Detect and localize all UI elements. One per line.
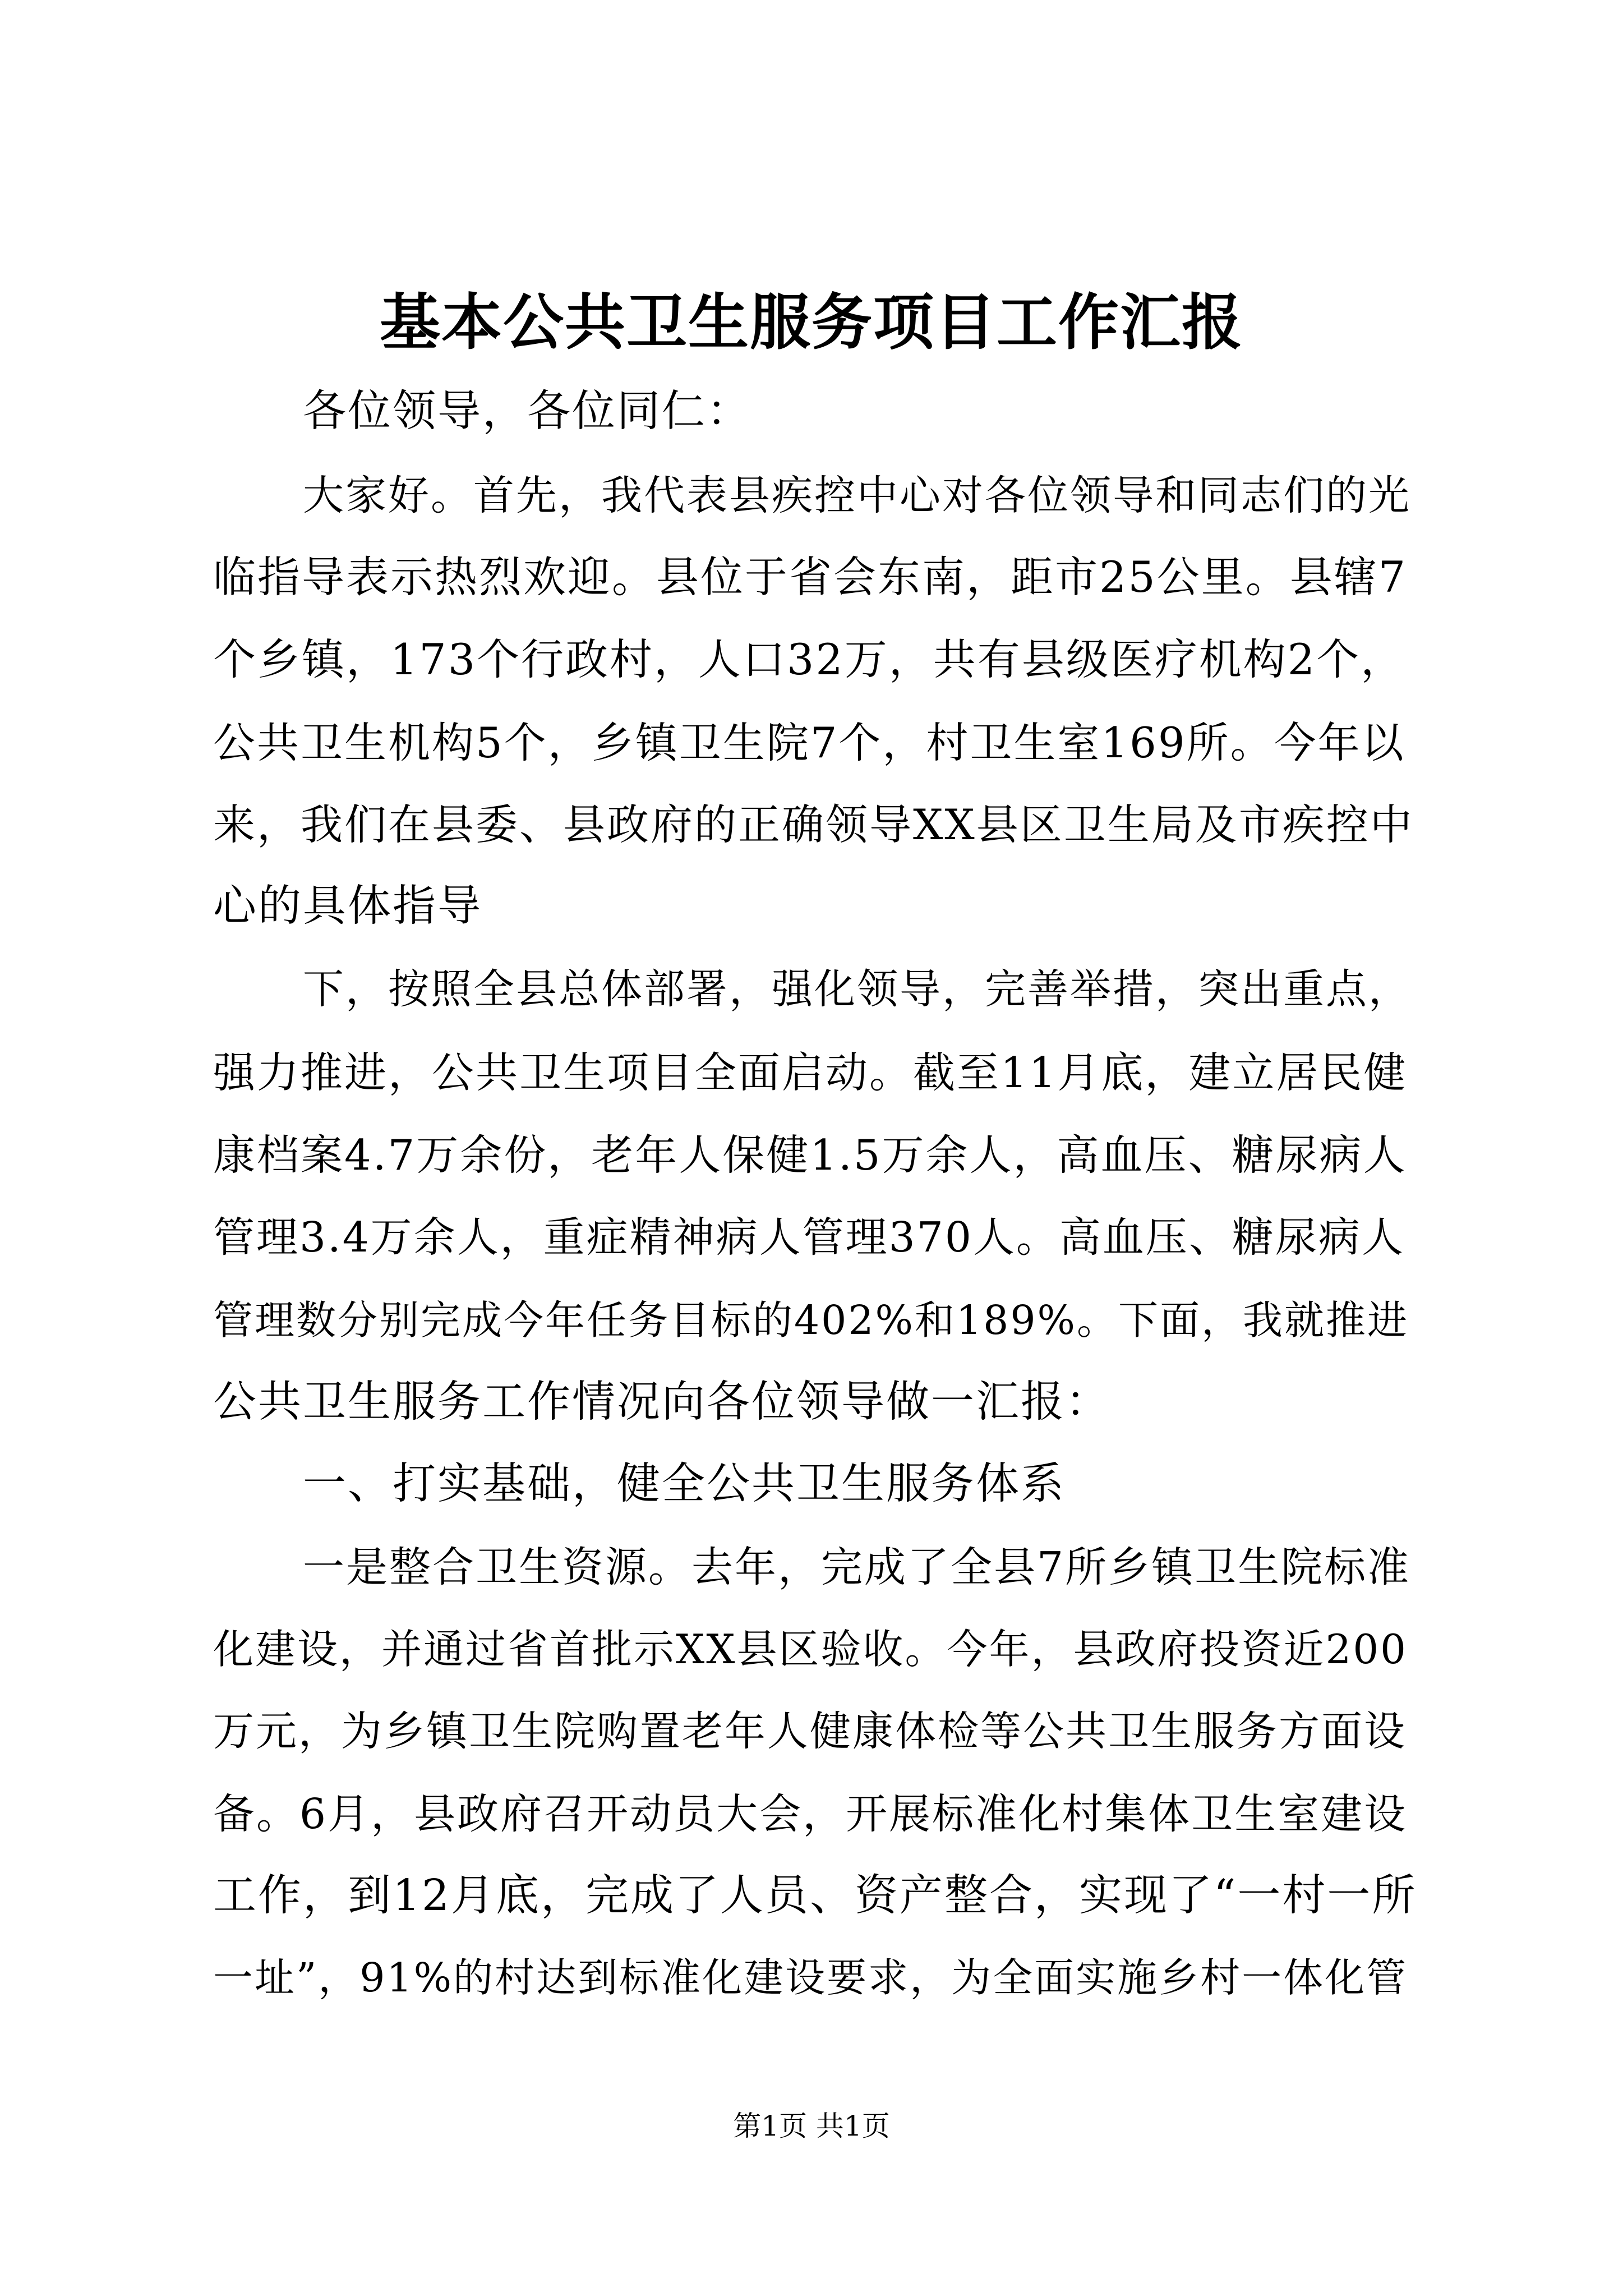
paragraph-line: 个乡镇，173个行政村，人口32万，共有县级医疗机构2个， [213,634,1405,684]
paragraph-line: 来，我们在县委、县政府的正确领导XX县区卫生局及市疾控中 [213,800,1414,849]
paragraph-line: 一是整合卫生资源。去年，完成了全县7所乡镇卫生院标准 [303,1543,1411,1591]
paragraph-line: 一址”，91%的村达到标准化建设要求，为全面实施乡村一体化管 [213,1954,1408,2001]
section-heading: 一、打实基础，健全公共卫生服务体系 [303,1459,1066,1509]
paragraph-line: 备。6月，县政府召开动员大会，开展标准化村集体卫生室建设 [213,1790,1408,1838]
paragraph-line: 康档案4.7万余份，老年人保健1.5万余人，高血压、糖尿病人 [213,1130,1407,1180]
document-title: 基本公共卫生服务项目工作汇报 [379,287,1243,358]
paragraph-line: 万元，为乡镇卫生院购置老年人健康体检等公共卫生服务方面设 [213,1708,1407,1755]
paragraph-line: 工作，到12月底，完成了人员、资产整合，实现了“一村一所 [213,1871,1417,1921]
paragraph-line: 各位领导，各位同仁： [303,386,751,436]
paragraph-line: 强力推进，公共卫生项目全面启动。截至11月底，建立居民健 [213,1048,1408,1097]
paragraph-line: 大家好。首先，我代表县疾控中心对各位领导和同志们的光 [303,472,1411,519]
paragraph-line: 公共卫生服务工作情况向各位领导做一汇报： [213,1377,1110,1427]
paragraph-line: 临指导表示热烈欢迎。县位于省会东南，距市25公里。县辖7 [213,552,1408,602]
paragraph-line: 管理数分别完成今年任务目标的402%和189%。下面，我就推进 [213,1297,1409,1343]
paragraph-line: 化建设，并通过省首批示XX县区验收。今年，县政府投资近200 [213,1626,1408,1673]
paragraph-line: 心的具体指导 [213,881,482,931]
paragraph-line: 公共卫生机构5个，乡镇卫生院7个，村卫生室169所。今年以 [213,718,1405,767]
paragraph-line: 下，按照全县总体部署，强化领导，完善举措，突出重点， [303,965,1411,1013]
page-footer: 第1页 共1页 [733,2110,890,2142]
paragraph-line: 管理3.4万余人，重症精神病人管理370人。高血压、糖尿病人 [213,1213,1405,1262]
